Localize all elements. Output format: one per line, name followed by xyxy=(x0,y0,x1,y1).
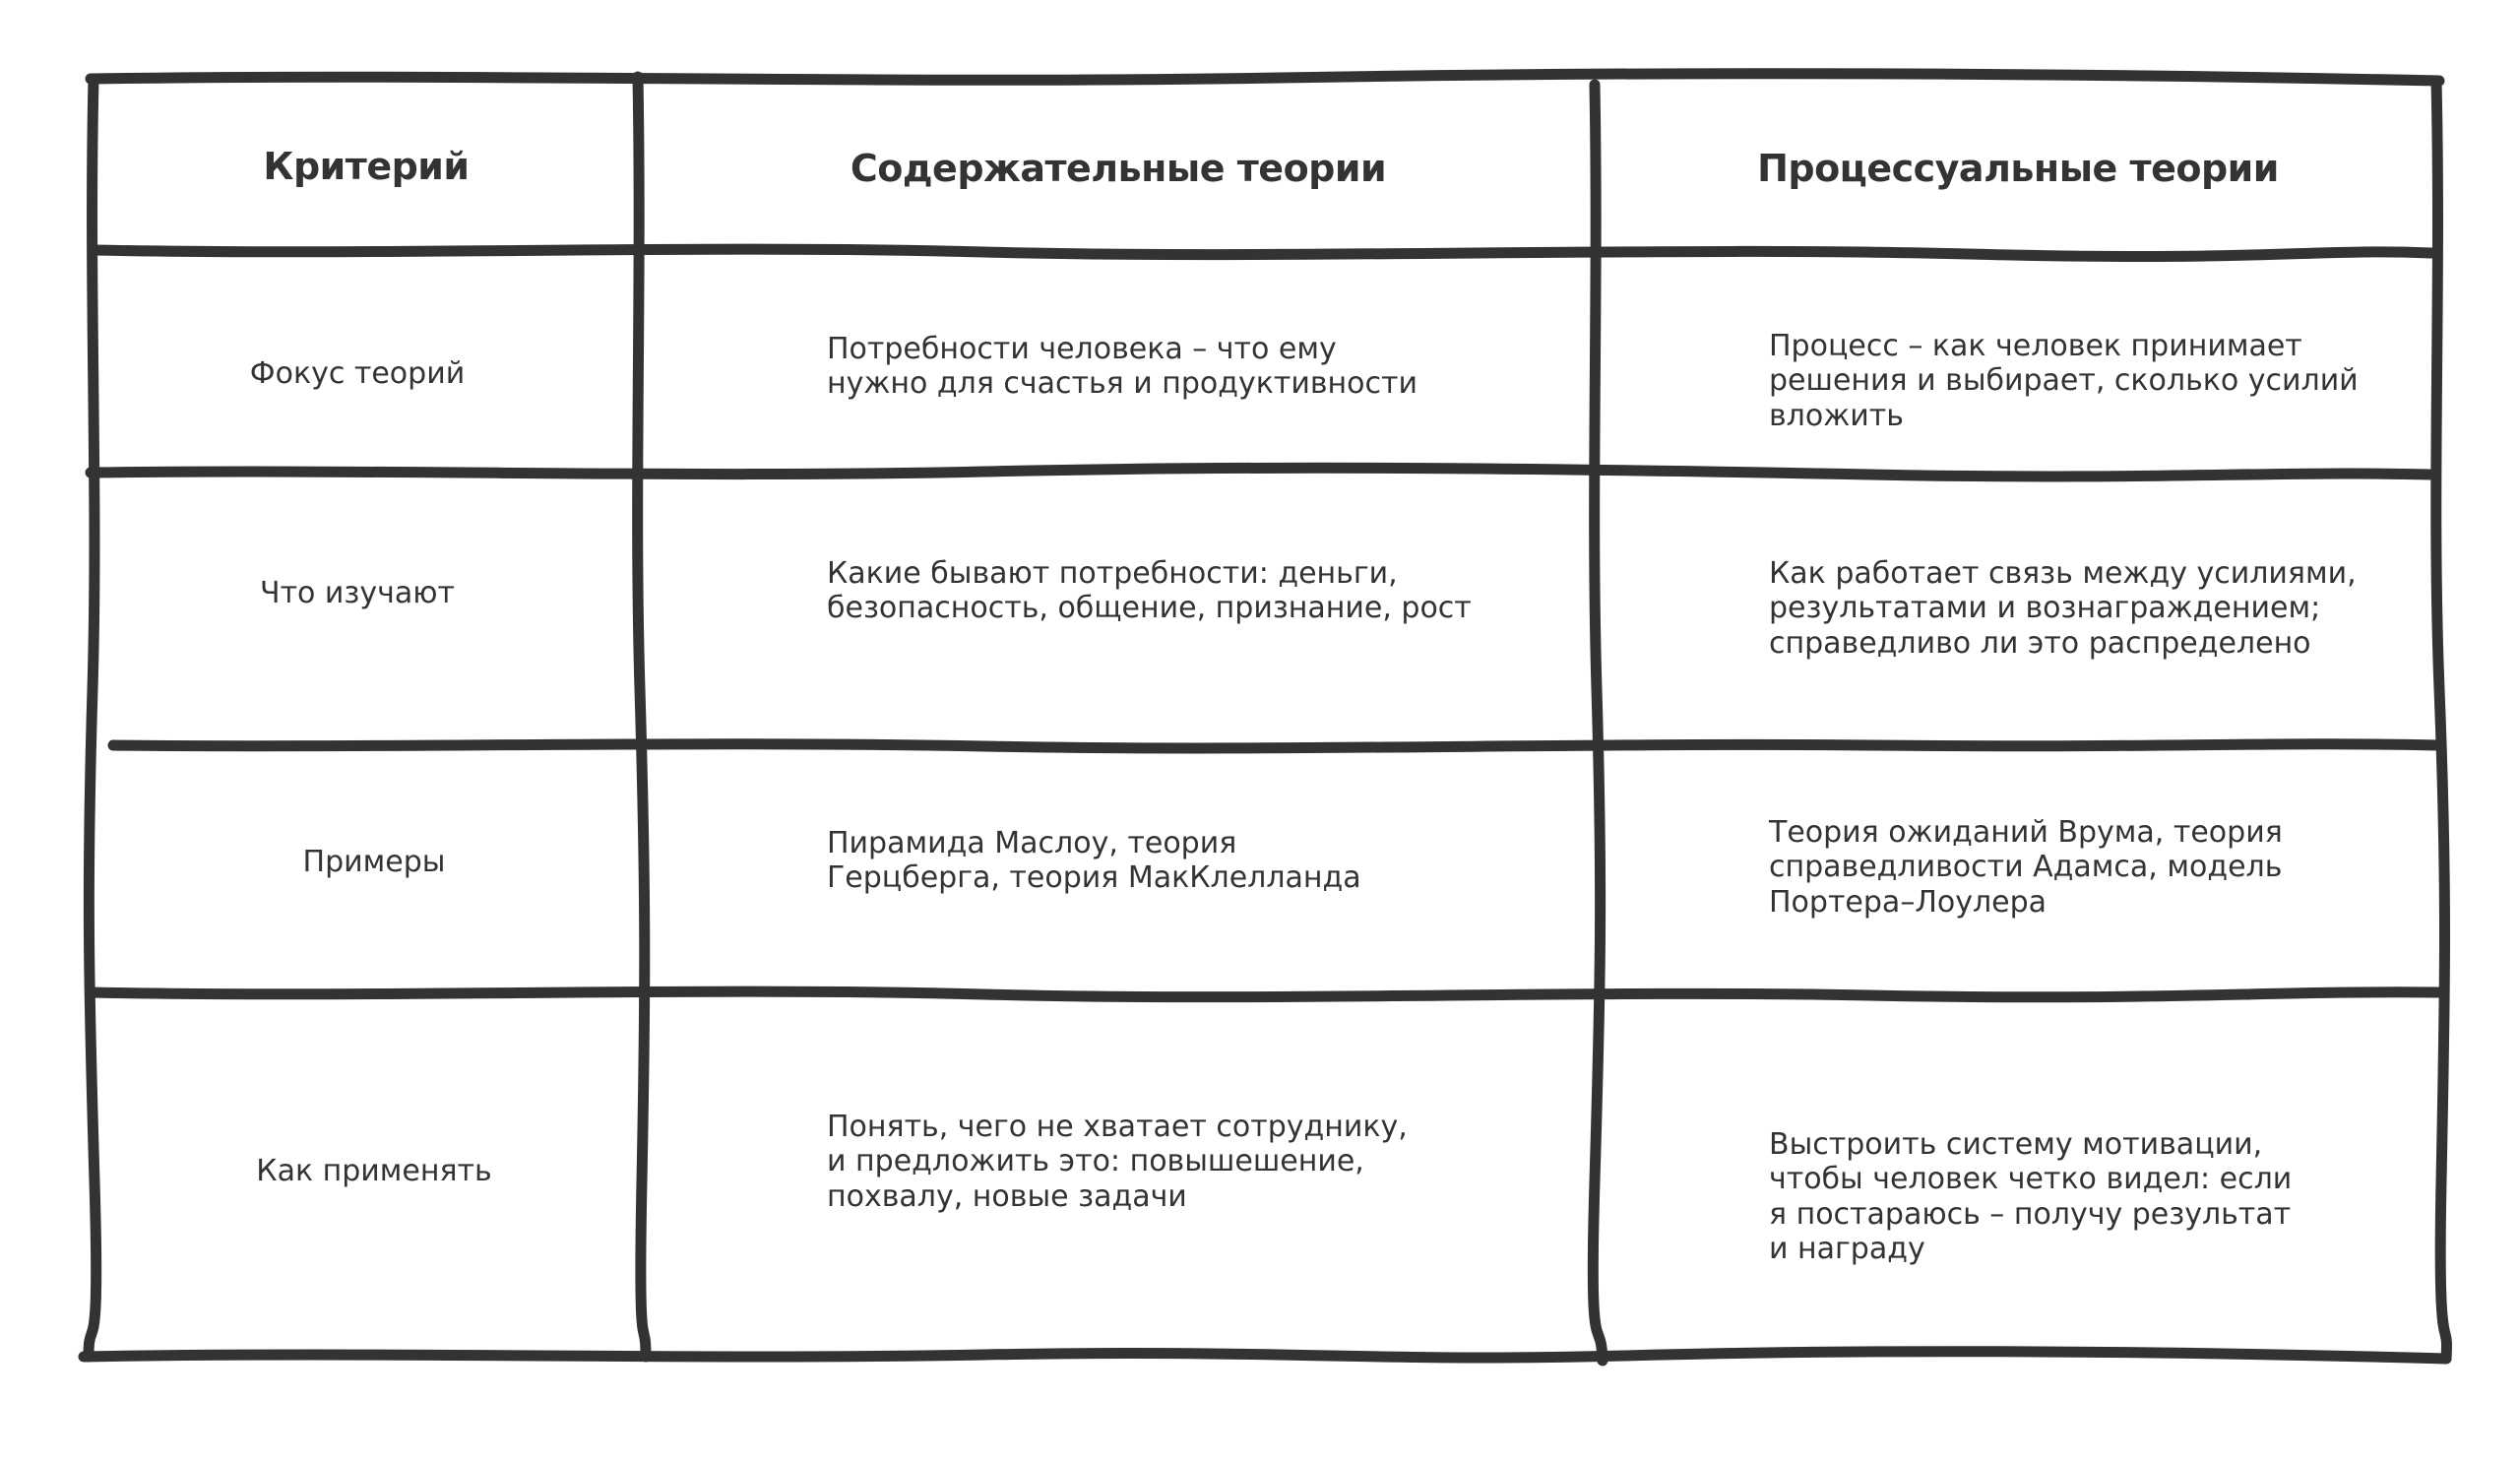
row-study-process: Как работает связь между усилиями, результатами и вознаграждением; справедливо ли это распределено xyxy=(1769,556,2357,661)
row-focus-criterion: Фокус теорий xyxy=(249,356,466,391)
header-process-theories: Процессуальные теории xyxy=(1757,147,2279,190)
row-focus-process: Процесс – как человек принимает решения и выбирает, сколько усилий вложить xyxy=(1769,329,2359,433)
header-content-theories: Содержательные теории xyxy=(850,147,1387,190)
grid-line-header-bottom xyxy=(94,249,2431,256)
grid-line-left xyxy=(89,79,96,1357)
grid-line-row3-bottom xyxy=(91,991,2441,997)
row-study-content: Какие бывают потребности: деньги, безопасность, общение, признание, рост xyxy=(827,556,1472,626)
row-study-criterion: Что изучают xyxy=(260,576,455,610)
grid-line-row2-bottom xyxy=(113,744,2439,748)
grid-line-right xyxy=(2436,81,2447,1359)
grid-line-bottom xyxy=(84,1352,2446,1359)
row-apply-process: Выстроить систему мотивации, чтобы человек четко видел: если я постараюсь – получу результат и награду xyxy=(1769,1127,2293,1267)
grid-line-top xyxy=(91,74,2439,81)
grid-line-row1-bottom xyxy=(91,468,2431,477)
row-apply-criterion: Как применять xyxy=(256,1154,492,1188)
grid-line-col2 xyxy=(1593,85,1603,1361)
row-apply-content: Понять, чего не хватает сотруднику, и предложить это: повышешение, похвалу, новые задачи xyxy=(827,1110,1408,1214)
grid-line-col1 xyxy=(638,77,646,1357)
row-focus-content: Потребности человека – что ему нужно для счастья и продуктивности xyxy=(827,332,1418,402)
row-examples-content: Пирамида Маслоу, теория Герцберга, теория МакКлелланда xyxy=(827,826,1361,896)
header-criterion: Критерий xyxy=(263,145,470,188)
row-examples-criterion: Примеры xyxy=(302,845,446,879)
row-examples-process: Теория ожиданий Врума, теория справедливости Адамса, модель Портера–Лоулера xyxy=(1769,815,2283,920)
